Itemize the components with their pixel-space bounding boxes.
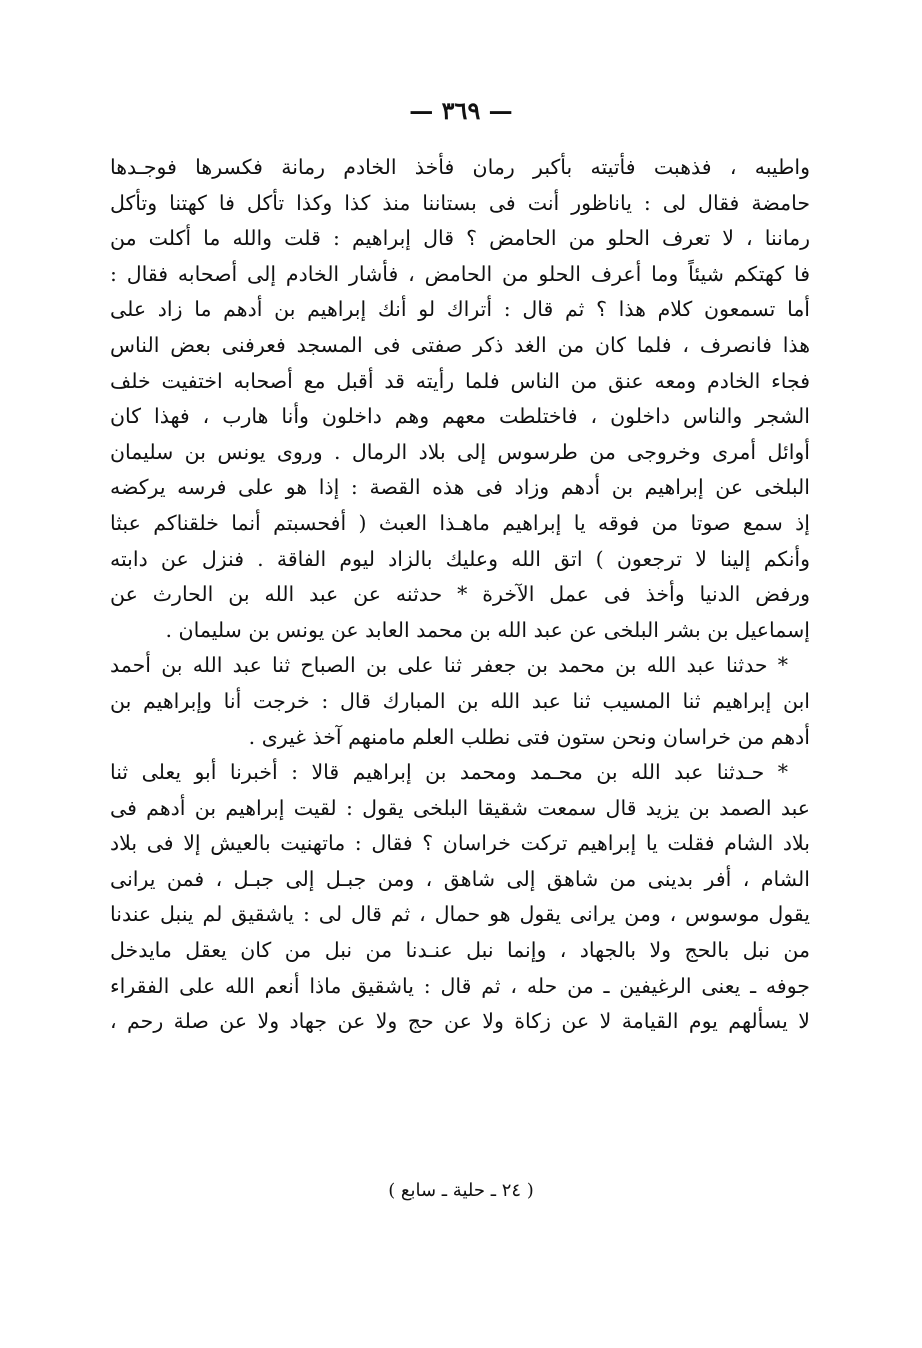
text-line: واطيبه ، فذهبت فأتيته بأكبر رمان فأخذ الخادم رمانة فكسرها فوجـدها — [110, 155, 810, 179]
text-line: * حـدثنا عبد الله بن محـمد ومحمد بن إبراهيم قالا : أخبرنا أبو يعلى ثنا — [110, 760, 788, 785]
text-line: يقول موسوس ، ومن يرانى يقول هو حمال ، ثم قال لى : ياشقيق لم ينبل عندنا — [110, 902, 810, 927]
body-text — [110, 150, 810, 1040]
text-line: البلخى عن إبراهيم بن أدهم وزاد فى هذه القصة : إذا هو على فرسه يركضه — [110, 475, 810, 500]
text-line: أدهم من خراسان ونحن ستون فتى نطلب العلم مامنهم آخذ غيرى . — [248, 724, 810, 749]
text-line: وأنكم إلينا لا ترجعون ) اتق الله وعليك بالزاد ليوم الفاقة . فنزل عن دابته — [110, 546, 810, 571]
text-line: ورفض الدنيا وأخذ فى عمل الآخرة * حدثنه عن عبد الله بن الحارث عن — [110, 582, 810, 607]
text-line: فجاء الخادم ومعه عنق من الناس فلما رأيته قد أقبل مع أصحابه اختفيت خلف — [110, 368, 810, 393]
text-line: هذا فانصرف ، فلما كان من الغد ذكر صفتى فى المسجد فعرفنى بعض الناس — [110, 332, 810, 357]
text-line: فا كهتكم شيئاً وما أعرف الحلو من الحامض ، فأشار الخادم إلى أصحابه فقال : — [110, 261, 810, 286]
text-line: أوائل أمرى وخروجى من طرسوس إلى بلاد الرمال . وروى يونس بن سليمان — [110, 439, 810, 464]
text-line: ابن إبراهيم ثنا المسيب ثنا عبد الله بن المبارك قال : خرجت أنا وإبراهيم بن — [110, 688, 810, 713]
text-line: لا يسألهم يوم القيامة لا عن زكاة ولا عن حج ولا عن جهاد ولا عن صلة رحم ، — [110, 1009, 810, 1034]
text-line: إذ سمع صوتا من فوقه يا إبراهيم ماهـذا العبث ( أفحسبتم أنما خلقناكم عبثا — [110, 510, 810, 535]
text-line: الشجر والناس داخلون ، فاختلطت معهم وهم داخلون وأنا هارب ، فهذا كان — [110, 404, 810, 429]
text-line: رماننا ، لا تعرف الحلو من الحامض ؟ قال إبراهيم : قلت والله ما أكلت من — [110, 226, 810, 251]
text-line: إسماعيل بن بشر البلخى عن عبد الله بن محمد العابد عن يونس بن سليمان . — [165, 617, 810, 642]
text-line: حامضة فقال لى : ياناظور أنت فى بستاننا منذ كذا وكذا تأكل فا كهتنا وتأكل — [110, 190, 810, 215]
printer-signature: ( ٢٤ ـ حلية ـ سابع ) — [388, 1180, 534, 1201]
text-line: أما تسمعون كلام هذا ؟ ثم قال : أتراك لو أنك إبراهيم بن أدهم ما زاد على — [110, 297, 810, 322]
text-line: بلاد الشام فقلت يا إبراهيم تركت خراسان ؟ فقال : ماتهنيت بالعيش إلا فى بلاد — [110, 831, 810, 856]
text-line: عبد الصمد بن يزيد قال سمعت شقيقا البلخى يقول : لقيت إبراهيم بن أدهم فى — [110, 795, 810, 820]
text-line: من نبل بالحج ولا بالجهاد ، وإنما نبل عنـدنا من نبل من كان يعقل مايدخل — [110, 938, 810, 963]
page-number: — ٣٦٩ — — [409, 96, 513, 125]
text-line: جوفه ـ يعنى الرغيفين ـ من حله ، ثم قال : ياشقيق ماذا أنعم الله على الفقراء — [110, 973, 810, 998]
text-line: الشام ، أفر بدينى من شاهق إلى شاهق ، ومن جبـل إلى جبـل ، فمن يرانى — [110, 866, 810, 891]
text-line: * حدثنا عبد الله بن محمد بن جعفر ثنا على بن الصباح ثنا عبد الله بن أحمد — [110, 653, 788, 678]
